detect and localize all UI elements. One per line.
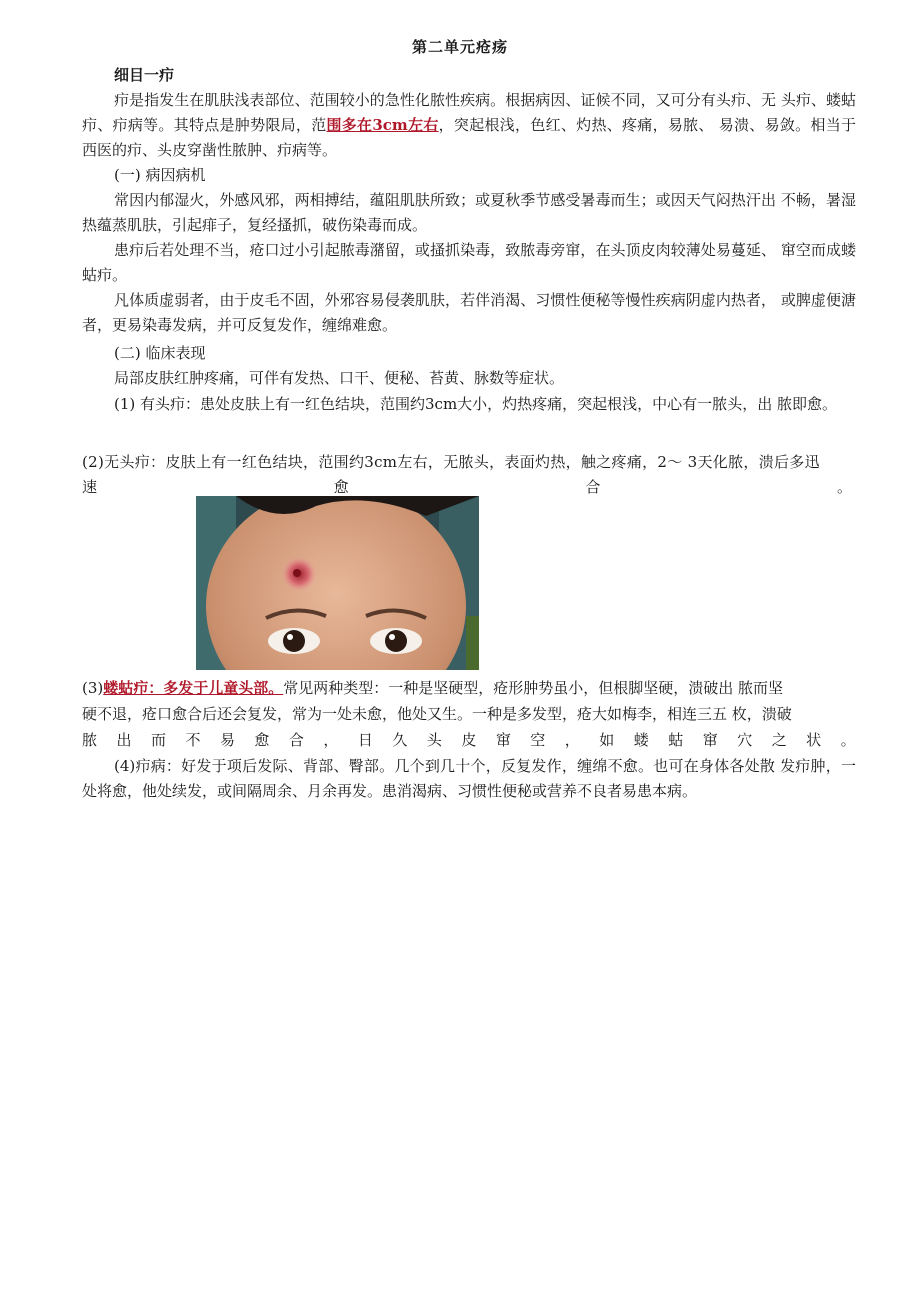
item-3-char: 不 (185, 731, 201, 749)
item-2-text: (2)无头疖：皮肤上有一红色结块，范围约3cm左右，无脓头，表面灼热，触之疼痛，2〜 3天化脓，溃后多迅 (82, 453, 820, 471)
item-3-line-1 (82, 676, 856, 701)
child-forehead-boil-photo (196, 496, 479, 670)
item-3-char: 蝼 (633, 731, 649, 749)
photo-illustration (196, 496, 479, 670)
item-1-paragraph (82, 392, 856, 417)
cause-paragraph-3 (82, 288, 856, 338)
clinical-paragraph (82, 366, 856, 391)
item-3-line-2 (82, 702, 856, 727)
item-3-char: 。 (840, 731, 856, 749)
item-3-char: 易 (219, 731, 235, 749)
section-heading: 细目一疖 (114, 66, 175, 84)
item-3-char: 窜 (702, 731, 718, 749)
item-3-char: 如 (599, 731, 615, 749)
item-3-char: 合 (288, 731, 304, 749)
item-3-char: 脓 (82, 731, 98, 749)
clinical-text: 局部皮肤红肿疼痛，可伴有发热、口干、便秘、苔黄、脉数等症状。 (114, 369, 565, 387)
intro-text-before: 疖是指发生在肌肤浅表部位、范围较小的急性化脓性疾病。根据病因、证候不同，又可分有头疖、无 头疖、蝼蛄疖、疖病等。其特点是肿势限局，范 (82, 91, 856, 134)
item-3-char: 之 (771, 731, 787, 749)
intro-text-after: ，突起根浅，色红、灼热、疼痛，易脓、 易溃、易敛。相当于西医的疖、头皮穿凿性脓肿、疖病等。 (82, 116, 856, 159)
item-3-char: 久 (392, 731, 408, 749)
item-3-prefix: (3) (82, 679, 104, 697)
item-3-text-1: 常见两种类型：一种是坚硬型，疮形肿势虽小，但根脚坚硬，溃破出 脓而坚 (283, 679, 784, 697)
subheading-etiology: (一) 病因病机 (114, 166, 206, 184)
item-3-char: ， (564, 731, 580, 749)
item-2-char: 速 (82, 478, 98, 496)
item-3-char: 出 (116, 731, 132, 749)
item-3-line-3 (82, 729, 856, 750)
item-3-char: 窜 (495, 731, 511, 749)
subheading-clinical: (二) 临床表现 (114, 344, 206, 362)
item-3-char: ， (323, 731, 339, 749)
item-2-char: 。 (836, 478, 852, 496)
item-4-paragraph (82, 754, 856, 804)
item-3-char: 穴 (737, 731, 753, 749)
page-title: 第二单元疮疡 (411, 38, 508, 56)
item-3-char: 愈 (254, 731, 270, 749)
intro-highlight: 围多在3cm左右 (326, 116, 439, 134)
item-3-char: 头 (426, 731, 442, 749)
item-2-line-2 (82, 476, 852, 497)
item-3-char: 状 (806, 731, 822, 749)
cause-paragraph-1 (82, 188, 856, 238)
item-3-text-2: 硬不退，疮口愈合后还会复发，常为一处未愈，他处又生。一种是多发型，疮大如梅李，相连三五 枚，溃破 (82, 705, 792, 723)
item-3-char: 蛄 (668, 731, 684, 749)
item-3-char: 而 (150, 731, 166, 749)
intro-paragraph (82, 88, 856, 163)
item-1-text: (1) 有头疖：患处皮肤上有一红色结块，范围约3cm大小，灼热疼痛，突起根浅，中心有一脓头，出 脓即愈。 (114, 395, 837, 413)
cause-paragraph-2 (82, 238, 856, 288)
item-3-char: 日 (357, 731, 373, 749)
cause-text-2: 患疖后若处理不当，疮口过小引起脓毒潴留，或搔抓染毒，致脓毒旁窜，在头顶皮肉较薄处易蔓延、 窜空而成蝼蛄疖。 (82, 241, 856, 284)
cause-text-3: 凡体质虚弱者，由于皮毛不固，外邪容易侵袭肌肤，若伴消渴、习惯性便秘等慢性疾病阴虚内热者， 或脾虚便溏者，更易染毒发病，并可反复发作，缠绵难愈。 (82, 291, 856, 334)
cause-text-1: 常因内郁湿火，外感风邪，两相搏结，蕴阻肌肤所致；或夏秋季节感受暑毒而生；或因天气闷热汗出 不畅，暑湿热蕴蒸肌肤，引起痱子，复经搔抓，破伤染毒而成。 (82, 191, 856, 234)
item-3-char: 空 (530, 731, 546, 749)
item-3-char: 皮 (461, 731, 477, 749)
item-2-line-1 (82, 450, 856, 475)
item-4-text: (4)疖病：好发于项后发际、背部、臀部。几个到几十个，反复发作，缠绵不愈。也可在身体各处散 发疖肿，一处将愈，他处续发，或间隔周余、月余再发。患消渴病、习惯性便秘或营养不良者易患本病。 (82, 757, 856, 800)
item-2-char: 合 (585, 478, 601, 496)
item-2-char: 愈 (333, 478, 349, 496)
item-3-highlight: 蝼蛄疖：多发于儿童头部。 (103, 679, 284, 697)
